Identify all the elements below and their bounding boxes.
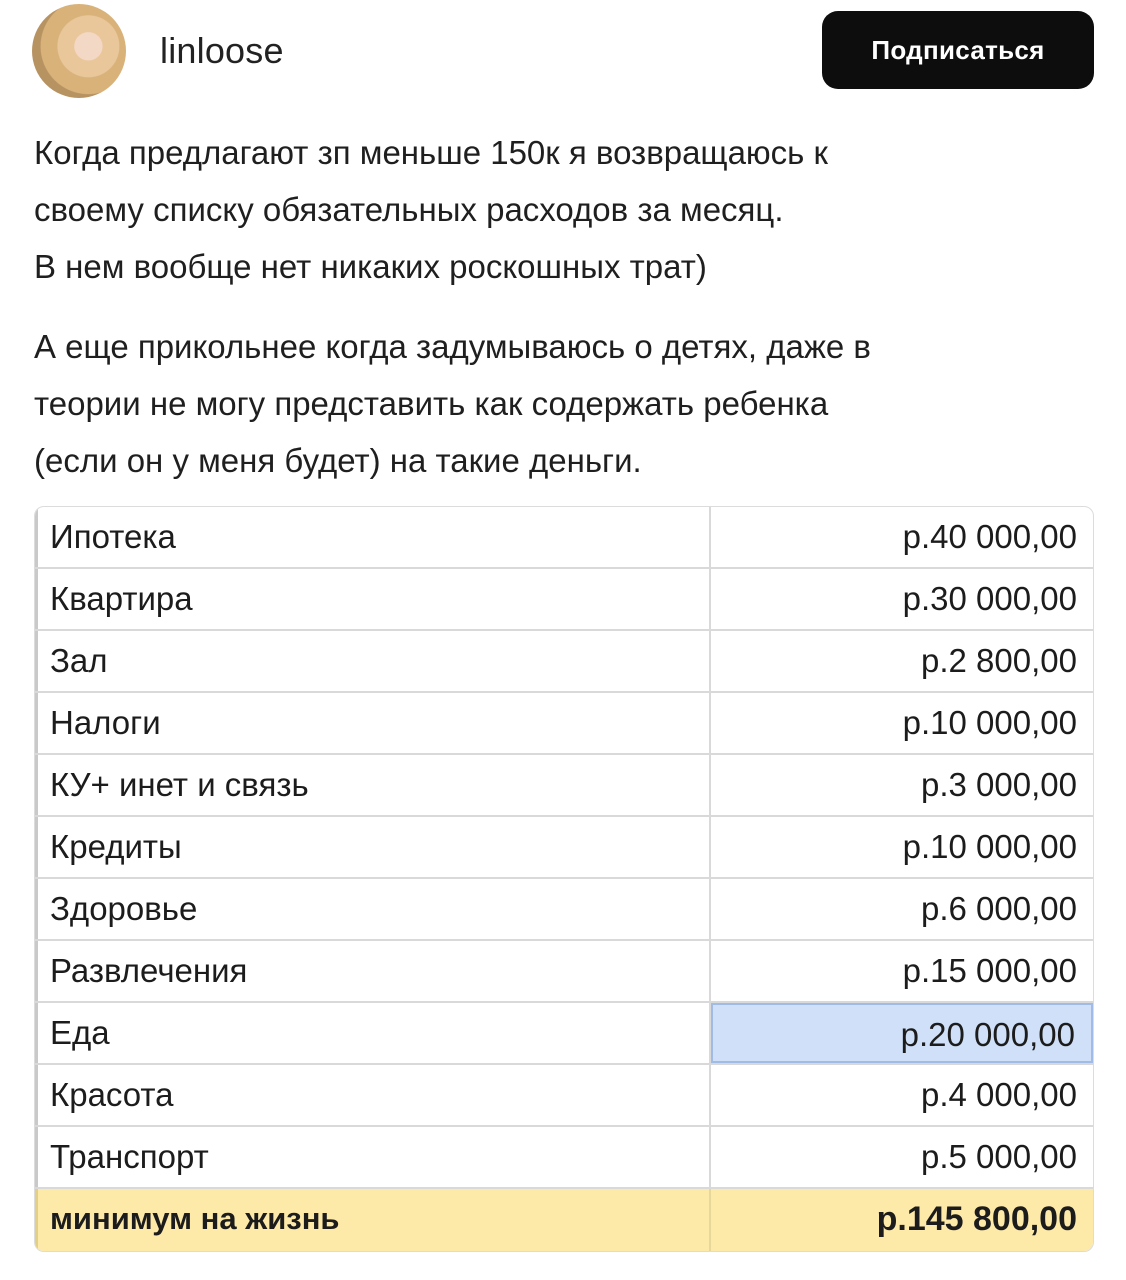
- post-header: [0, 0, 1126, 100]
- expense-amount-cell[interactable]: р.10 000,00: [902, 828, 1077, 865]
- post-text-line: своему списку обязательных расходов за месяц.: [34, 191, 784, 228]
- table-row: [35, 507, 1093, 569]
- table-row: [35, 1127, 1093, 1189]
- table-row: [35, 693, 1093, 755]
- expense-name-cell[interactable]: Красота: [35, 1065, 711, 1125]
- table-row: [35, 755, 1093, 817]
- expense-name-cell[interactable]: КУ+ инет и связь: [35, 755, 711, 815]
- expense-name-cell[interactable]: Зал: [35, 631, 711, 691]
- table-row: [35, 817, 1093, 879]
- expense-amount-cell[interactable]: р.6 000,00: [921, 890, 1077, 927]
- expense-amount-cell[interactable]: р.4 000,00: [921, 1076, 1077, 1113]
- expense-name-cell[interactable]: Здоровье: [35, 879, 711, 939]
- expenses-table: [34, 506, 1094, 1252]
- selected-amount-cell[interactable]: р.20 000,00: [711, 1003, 1093, 1063]
- expense-amount-cell[interactable]: р.3 000,00: [921, 766, 1077, 803]
- expense-amount-cell[interactable]: р.5 000,00: [921, 1138, 1077, 1175]
- expense-name-cell[interactable]: Квартира: [35, 569, 711, 629]
- post-text-line: (если он у меня будет) на такие деньги.: [34, 442, 642, 479]
- table-row: [35, 569, 1093, 631]
- total-amount-cell[interactable]: р.145 800,00: [876, 1200, 1077, 1238]
- expense-name-cell[interactable]: Ипотека: [35, 507, 711, 567]
- table-row: [35, 941, 1093, 1003]
- expense-name-cell[interactable]: Кредиты: [35, 817, 711, 877]
- total-row: [35, 1189, 1093, 1251]
- expense-name-cell[interactable]: Налоги: [35, 693, 711, 753]
- table-row: [35, 631, 1093, 693]
- avatar[interactable]: [32, 4, 126, 98]
- subscribe-button[interactable]: Подписаться: [822, 11, 1094, 89]
- total-label-cell[interactable]: минимум на жизнь: [35, 1189, 711, 1251]
- expense-name-cell[interactable]: Еда: [35, 1003, 711, 1063]
- expense-name-cell[interactable]: Транспорт: [35, 1127, 711, 1187]
- post-text-line: В нем вообще нет никаких роскошных трат): [34, 248, 707, 285]
- expense-name-cell[interactable]: Развлечения: [35, 941, 711, 1001]
- username[interactable]: linloose: [160, 30, 284, 71]
- table-row: [35, 879, 1093, 941]
- post-text-line: теории не могу представить как содержать ребенка: [34, 385, 829, 422]
- expense-amount-cell[interactable]: р.15 000,00: [902, 952, 1077, 989]
- expense-amount-cell[interactable]: р.40 000,00: [902, 518, 1077, 555]
- table-row: [35, 1003, 1093, 1065]
- post-text-line: Когда предлагают зп меньше 150к я возвращаюсь к: [34, 134, 828, 171]
- post-paragraph-2: [34, 318, 1104, 489]
- post-paragraph-1: [34, 124, 1104, 295]
- post-text-line: А еще прикольнее когда задумываюсь о детях, даже в: [34, 328, 871, 365]
- expense-amount-cell[interactable]: р.2 800,00: [921, 642, 1077, 679]
- expense-amount-cell[interactable]: р.30 000,00: [902, 580, 1077, 617]
- table-row: [35, 1065, 1093, 1127]
- expense-amount-cell[interactable]: р.10 000,00: [902, 704, 1077, 741]
